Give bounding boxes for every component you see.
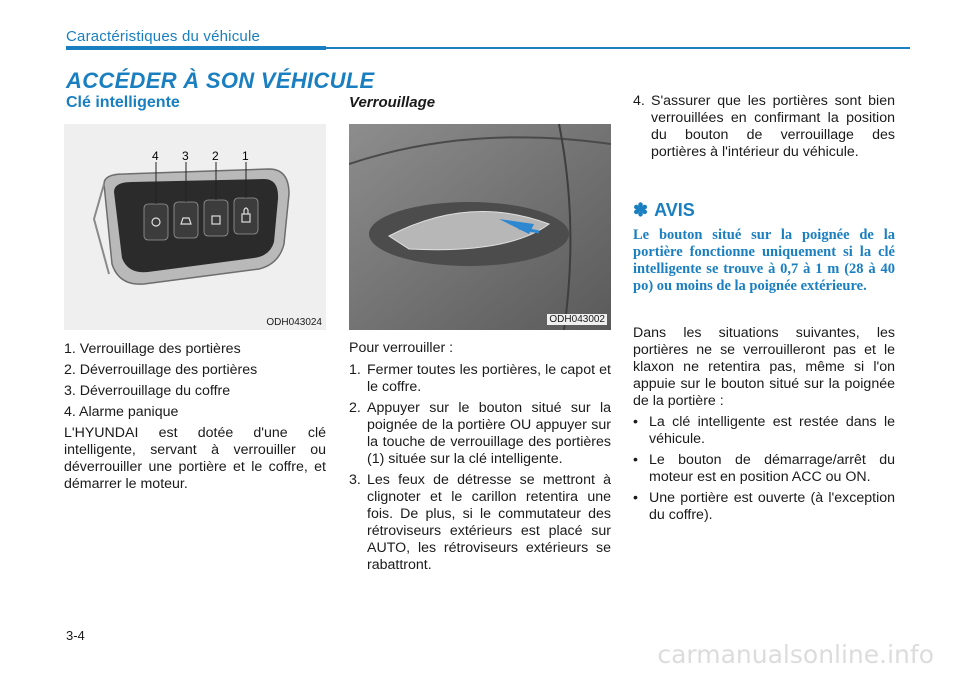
list-item: 3. Déverrouillage du coffre bbox=[64, 383, 231, 399]
bullet-icon: • bbox=[633, 490, 638, 506]
watermark: carmanualsonline.info bbox=[657, 640, 934, 669]
step-number: 3. bbox=[349, 472, 361, 488]
callout-1: 1 bbox=[242, 149, 249, 163]
door-handle-figure bbox=[349, 124, 611, 330]
page-title: ACCÉDER À SON VÉHICULE bbox=[66, 68, 375, 93]
callout-3: 3 bbox=[182, 149, 189, 163]
locking-text bbox=[349, 340, 611, 574]
page-number: 3-4 bbox=[66, 628, 85, 643]
smart-key-paragraph: L'HYUNDAI est dotée d'une clé intelligente, servant à verrouiller ou déverrouiller une portière et le coffre, et démarrer le moteur. bbox=[64, 425, 326, 492]
list-item bbox=[349, 400, 611, 468]
callout-2: 2 bbox=[212, 149, 219, 163]
asterisk-icon: ✽ bbox=[633, 200, 649, 220]
list-item: 2. Déverrouillage des portières bbox=[64, 362, 258, 378]
door-handle-illustration bbox=[349, 124, 611, 330]
notice-details bbox=[633, 325, 895, 524]
notice-bold-text: Le bouton situé sur la poignée de la portière fonctionne uniquement si la clé intelligente se trouve à 0,7 à 1 m (28 à 40 po) ou moins de la poignée extérieure. bbox=[633, 227, 895, 294]
step-4 bbox=[633, 93, 895, 161]
list-item: 1. Verrouillage des portières bbox=[64, 341, 241, 357]
step-text: Appuyer sur le bouton situé sur la poignée de la portière OU appuyer sur la touche de verrouillage des portières (1) située sur la clé intelligente. bbox=[367, 400, 611, 467]
section-title: Caractéristiques du véhicule bbox=[66, 28, 261, 45]
bullet-text: Le bouton de démarrage/arrêt du moteur est en position ACC ou ON. bbox=[649, 452, 895, 485]
bullet-icon: • bbox=[633, 452, 638, 468]
figure-caption: ODH043002 bbox=[549, 314, 605, 325]
locking-heading: Verrouillage bbox=[349, 94, 436, 111]
header-rule bbox=[326, 47, 910, 49]
list-item bbox=[633, 414, 895, 448]
bullet-text: La clé intelligente est restée dans le véhicule. bbox=[649, 414, 895, 447]
step-text: Fermer toutes les portières, le capot et le coffre. bbox=[367, 362, 611, 395]
smart-key-illustration bbox=[64, 124, 326, 330]
notice-paragraph: Dans les situations suivantes, les portières ne se verrouilleront pas et le klaxon ne retentira pas, même si l'on appuie sur le bouton situé sur la poignée de la portière : bbox=[633, 325, 895, 409]
list-item bbox=[633, 452, 895, 486]
bullet-text: Une portière est ouverte (à l'exception du coffre). bbox=[649, 490, 895, 523]
list-item bbox=[633, 93, 895, 161]
header-rule-accent bbox=[66, 46, 326, 50]
list-item bbox=[349, 362, 611, 396]
step-text: Les feux de détresse se mettront à clignoter et le carillon retentira une fois. De plus, si le commutateur des rétroviseurs extérieurs est placé sur AUTO, les rétroviseurs extérieurs se rabattront. bbox=[367, 472, 611, 573]
step-text: S'assurer que les portières sont bien verrouillées en confirmant la position du bouton de verrouillage des portières à l'intérieur du véhicule. bbox=[651, 93, 895, 160]
notice-label: AVIS bbox=[654, 200, 695, 220]
figure-caption: ODH043024 bbox=[266, 317, 322, 328]
step-number: 4. bbox=[633, 93, 645, 109]
list-item bbox=[349, 472, 611, 574]
bullet-icon: • bbox=[633, 414, 638, 430]
list-item: 4. Alarme panique bbox=[64, 404, 179, 420]
smart-key-figure bbox=[64, 124, 326, 330]
locking-intro: Pour verrouiller : bbox=[349, 340, 454, 356]
step-number: 1. bbox=[349, 362, 361, 378]
list-item bbox=[633, 490, 895, 524]
notice-box bbox=[633, 200, 895, 295]
callout-4: 4 bbox=[152, 149, 159, 163]
notice-title bbox=[633, 200, 895, 221]
smart-key-heading: Clé intelligente bbox=[66, 94, 180, 111]
smart-key-text bbox=[64, 341, 326, 493]
step-number: 2. bbox=[349, 400, 361, 416]
